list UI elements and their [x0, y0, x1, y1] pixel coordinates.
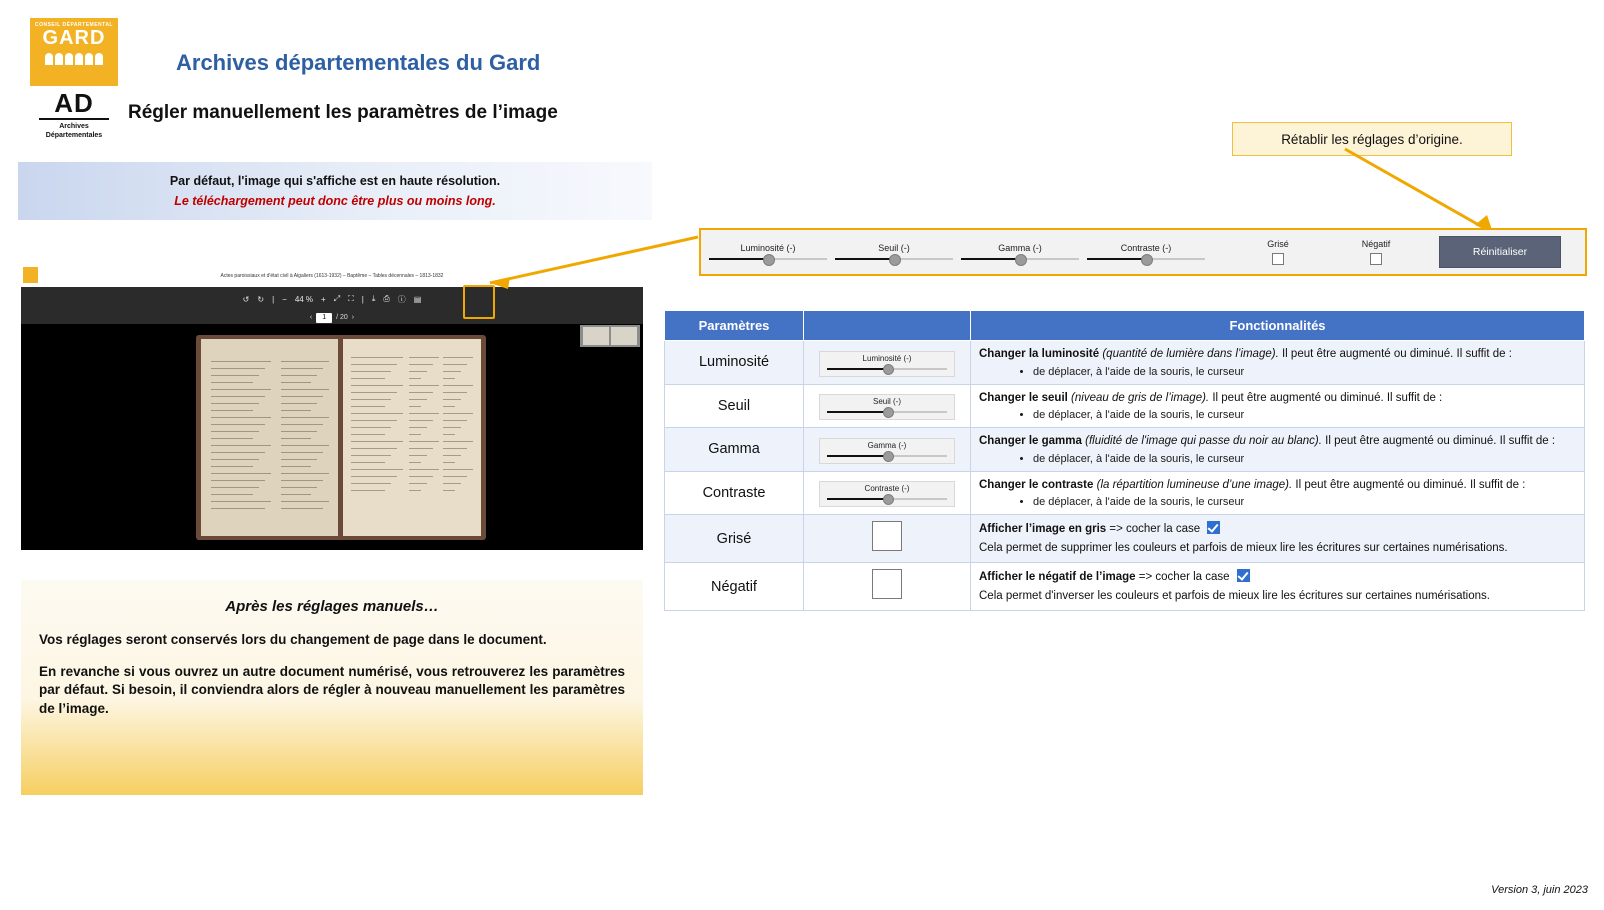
toolbar-divider-2: | — [361, 294, 364, 304]
mini-slider-rest — [887, 455, 947, 457]
mini-slider-seuil[interactable] — [819, 394, 955, 420]
slider-gamma-knob[interactable] — [1015, 254, 1027, 266]
checked-checkbox-icon — [1237, 569, 1250, 582]
logo — [30, 18, 118, 148]
handwriting-line — [443, 490, 455, 491]
checkbox-grise-group[interactable] — [1229, 239, 1327, 265]
row-param-label: Grisé — [665, 515, 804, 563]
row-desc-italic: (niveau de gris de l’image). — [1071, 391, 1210, 404]
slider-seuil-track[interactable] — [835, 256, 953, 262]
viewer-screenshot — [21, 265, 643, 550]
handwriting-line — [443, 406, 455, 407]
handwriting-line — [281, 424, 323, 425]
info-banner-line2: Le téléchargement peut donc être plus ou moins long. — [174, 194, 496, 208]
handwriting-line — [211, 480, 265, 481]
handwriting-line — [351, 448, 397, 449]
handwriting-line — [351, 392, 397, 393]
row-control-cell[interactable] — [804, 384, 971, 428]
viewer-pagebar[interactable] — [21, 311, 643, 324]
handwriting-line — [409, 441, 439, 442]
row-description-cell — [971, 384, 1585, 428]
handwriting-line — [409, 371, 427, 372]
info-icon[interactable]: ⓘ — [397, 294, 406, 304]
handwriting-line — [281, 361, 329, 362]
handwriting-line — [443, 427, 461, 428]
slider-filled — [835, 258, 894, 260]
handwriting-line — [409, 399, 427, 400]
mini-slider-track[interactable] — [827, 366, 947, 372]
handwriting-line — [443, 434, 455, 435]
handwriting-line — [281, 431, 317, 432]
handwriting-line — [281, 403, 317, 404]
handwriting-line — [351, 434, 385, 435]
row-param-label: Contraste — [665, 471, 804, 515]
zoom-in-icon[interactable]: + — [321, 294, 326, 304]
print-icon[interactable]: ⎙ — [383, 294, 390, 303]
mini-slider-label: Gamma (-) — [867, 440, 907, 450]
checkbox-negatif-label: Négatif — [1361, 239, 1391, 249]
handwriting-line — [409, 462, 421, 463]
handwriting-line — [281, 410, 311, 411]
mini-slider-label: Luminosité (-) — [862, 353, 912, 363]
handwriting-line — [351, 476, 397, 477]
row-desc-after-bold: => cocher la case — [1138, 571, 1230, 584]
handwriting-line — [351, 357, 403, 358]
mini-slider-filled — [827, 368, 887, 370]
row-param-label: Négatif — [665, 563, 804, 611]
logo-brand: GARD — [42, 27, 106, 49]
row-desc-italic: (fluidité de l'image qui passe du noir au blanc). — [1085, 435, 1322, 448]
slider-luminosite-track[interactable] — [709, 256, 827, 262]
row-desc-bullet: • de déplacer, à l'aide de la souris, le curseur — [1033, 409, 1576, 421]
mini-slider-filled — [827, 498, 887, 500]
document-image — [196, 335, 486, 540]
row-desc-bold: Afficher l’image en gris — [979, 523, 1107, 536]
handwriting-line — [211, 494, 253, 495]
fit-page-icon[interactable]: ⤢ — [333, 294, 341, 303]
handwriting-line — [443, 448, 467, 449]
table-row — [665, 471, 1585, 515]
slider-filled — [961, 258, 1020, 260]
slider-luminosite[interactable] — [709, 243, 827, 262]
handwriting-line — [351, 462, 385, 463]
viewer-logo-icon — [23, 267, 38, 283]
handwriting-line — [409, 490, 421, 491]
handwriting-line — [409, 364, 433, 365]
zoom-out-icon[interactable]: − — [282, 294, 287, 304]
row-param-label: Seuil — [665, 384, 804, 428]
handwriting-line — [409, 357, 439, 358]
logo-sub-line2: Départementales — [45, 132, 103, 139]
row-desc-bullet: • de déplacer, à l'aide de la souris, le curseur — [1033, 496, 1576, 508]
slider-filled — [709, 258, 768, 260]
handwriting-line — [409, 427, 427, 428]
download-icon[interactable]: ⤓ — [371, 294, 376, 303]
handwriting-line — [351, 364, 397, 365]
handwriting-line — [351, 490, 385, 491]
handwriting-line — [211, 473, 271, 474]
rotate-right-icon[interactable]: ↻ — [257, 294, 265, 304]
handwriting-line — [281, 389, 329, 390]
mini-slider-track[interactable] — [827, 496, 947, 502]
handwriting-line — [409, 476, 433, 477]
table-header-parametres: Paramètres — [665, 311, 804, 341]
handwriting-line — [443, 476, 467, 477]
handwriting-line — [281, 473, 329, 474]
mini-slider-luminosite[interactable] — [819, 351, 955, 377]
mini-slider-label: Seuil (-) — [872, 397, 901, 407]
image-settings-icon[interactable]: ▤ — [413, 294, 422, 304]
logo-divider — [39, 118, 109, 120]
row-desc-bold: Changer le seuil — [979, 391, 1068, 404]
handwriting-line — [443, 364, 467, 365]
handwriting-line — [211, 466, 253, 467]
checkbox-negatif[interactable] — [1370, 253, 1382, 265]
row-desc-rest: Il peut être augmenté ou diminué. Il suffit de : — [1295, 478, 1526, 491]
row-desc-bold: Changer le gamma — [979, 435, 1082, 448]
row-description-cell — [971, 563, 1585, 611]
handwriting-line — [443, 413, 473, 414]
logo-arches-icon — [45, 53, 103, 65]
checkbox-negatif-illustration[interactable] — [872, 569, 902, 599]
handwriting-line — [443, 441, 473, 442]
after-settings-title: Après les réglages manuels… — [225, 598, 439, 615]
handwriting-line — [443, 385, 473, 386]
row-desc-italic: (la répartition lumineuse d’une image). — [1096, 478, 1293, 491]
mini-slider-rest — [887, 411, 947, 413]
handwriting-line — [351, 406, 385, 407]
handwriting-line — [409, 455, 427, 456]
image-settings-panel[interactable] — [699, 228, 1587, 276]
page-input[interactable]: 1 — [316, 313, 332, 323]
slider-contraste-track[interactable] — [1087, 256, 1205, 262]
document-page-right — [343, 339, 481, 536]
logo-ad-block — [30, 86, 118, 140]
page-total-label: / 20 — [336, 314, 348, 321]
row-desc-italic: (quantité de lumière dans l’image). — [1102, 348, 1279, 360]
handwriting-line — [211, 487, 259, 488]
logo-initials: AD — [54, 88, 94, 118]
handwriting-line — [211, 438, 253, 439]
after-settings-paragraph-1: Vos réglages seront conservés lors du changement de page dans le document. — [39, 632, 547, 647]
row-control-cell[interactable] — [804, 428, 971, 472]
table-header-control — [804, 311, 971, 341]
slider-seuil-knob[interactable] — [889, 254, 901, 266]
row-description-cell — [971, 471, 1585, 515]
row-description-cell — [971, 515, 1585, 563]
handwriting-line — [409, 385, 439, 386]
table-row — [665, 384, 1585, 428]
toolbar-divider: | — [272, 294, 275, 304]
table-row — [665, 515, 1585, 563]
handwriting-line — [409, 469, 439, 470]
viewer-breadcrumb: Actes paroissiaux et d'état civil à Aigaliers (1613-1932) – Baptême – Tables décennales – 1813-1832 — [220, 273, 444, 279]
handwriting-line — [443, 399, 461, 400]
row-desc-bullet: • de déplacer, à l'aide de la souris, le curseur — [1033, 453, 1576, 465]
handwriting-line — [211, 459, 259, 460]
handwriting-line — [211, 417, 271, 418]
handwriting-line — [281, 459, 317, 460]
page-subtitle: Régler manuellement les paramètres de l’image — [128, 102, 558, 123]
handwriting-line — [281, 375, 317, 376]
fullscreen-icon[interactable]: ⛶ — [348, 294, 354, 303]
mini-slider-filled — [827, 411, 887, 413]
handwriting-line — [443, 378, 455, 379]
slider-luminosite-knob[interactable] — [763, 254, 775, 266]
slider-gamma-label: Gamma (-) — [998, 242, 1042, 253]
table-row — [665, 563, 1585, 611]
handwriting-line — [211, 389, 271, 390]
handwriting-line — [351, 371, 391, 372]
row-description-cell — [971, 341, 1585, 385]
handwriting-line — [281, 480, 323, 481]
table-header-fonctionnalites: Fonctionnalités — [971, 311, 1585, 341]
handwriting-line — [351, 399, 391, 400]
handwriting-line — [281, 494, 311, 495]
row-desc-bullet: • de déplacer, à l'aide de la souris, le curseur — [1033, 366, 1576, 378]
logo-badge — [30, 18, 118, 86]
handwriting-line — [443, 357, 473, 358]
slider-seuil-label: Seuil (-) — [878, 242, 910, 253]
row-description-cell — [971, 428, 1585, 472]
row-param-label: Gamma — [665, 428, 804, 472]
row-desc-bold: Changer la luminosité — [979, 348, 1100, 360]
handwriting-line — [211, 361, 271, 362]
checkbox-grise-illustration[interactable] — [872, 521, 902, 551]
slider-gamma-track[interactable] — [961, 256, 1079, 262]
rotate-left-icon[interactable]: ↺ — [242, 294, 250, 304]
after-settings-paragraph-2: En revanche si vous ouvrez un autre document numérisé, vous retrouverez les paramètres par défaut. Si besoin, il conviendra alors de régler à nouveau manuellement les paramètres de l’image. — [39, 664, 625, 716]
mini-slider-knob[interactable] — [883, 407, 894, 418]
checkbox-grise-label: Grisé — [1267, 239, 1289, 249]
handwriting-line — [211, 382, 253, 383]
handwriting-line — [281, 508, 323, 509]
handwriting-line — [409, 434, 421, 435]
handwriting-line — [351, 455, 391, 456]
mini-slider-knob[interactable] — [883, 451, 894, 462]
handwriting-line — [281, 487, 317, 488]
checked-checkbox-icon — [1207, 521, 1220, 534]
handwriting-line — [351, 420, 397, 421]
mini-slider-rest — [887, 368, 947, 370]
mini-slider-filled — [827, 455, 887, 457]
slider-gamma[interactable] — [961, 243, 1079, 262]
handwriting-line — [409, 406, 421, 407]
mini-slider-knob[interactable] — [883, 494, 894, 505]
handwriting-line — [443, 420, 467, 421]
handwriting-line — [409, 413, 439, 414]
mini-slider-contraste[interactable] — [819, 481, 955, 507]
document-page-left — [201, 339, 338, 536]
row-desc-bold: Changer le contraste — [979, 478, 1094, 491]
handwriting-line — [281, 368, 323, 369]
row-desc-bold: Afficher le négatif de l’image — [979, 571, 1136, 584]
slider-contraste-knob[interactable] — [1141, 254, 1153, 266]
row-control-cell[interactable] — [804, 563, 971, 611]
thumbnail-page-right — [611, 327, 637, 345]
row-param-label: Luminosité — [665, 341, 804, 385]
logo-sub-line1: Archives — [59, 123, 89, 130]
handwriting-line — [351, 469, 403, 470]
row-desc-rest: Il peut être augmenté ou diminué. Il suffit de : — [1325, 435, 1556, 448]
handwriting-line — [211, 508, 265, 509]
handwriting-line — [281, 417, 329, 418]
checkbox-negatif-group[interactable] — [1327, 239, 1425, 265]
handwriting-line — [443, 392, 467, 393]
handwriting-line — [443, 371, 461, 372]
slider-luminosite-label: Luminosité (-) — [740, 242, 796, 253]
prev-page-icon[interactable]: ‹ — [309, 314, 313, 321]
handwriting-line — [281, 396, 323, 397]
thumbnail-page-left — [583, 327, 609, 345]
slider-contraste[interactable] — [1087, 243, 1205, 262]
row-desc-note: Cela permet d'inverser les couleurs et parfois de mieux lire les écritures sur certaines numérisations. — [979, 589, 1490, 602]
handwriting-line — [211, 368, 265, 369]
mini-slider-rest — [887, 498, 947, 500]
handwriting-line — [409, 420, 433, 421]
handwriting-line — [351, 413, 403, 414]
mini-slider-track[interactable] — [827, 453, 947, 459]
handwriting-line — [351, 441, 403, 442]
handwriting-line — [211, 375, 259, 376]
thumbnail-preview[interactable] — [580, 325, 640, 347]
row-control-cell[interactable] — [804, 515, 971, 563]
handwriting-line — [211, 396, 265, 397]
table-row — [665, 428, 1585, 472]
checkbox-grise[interactable] — [1272, 253, 1284, 265]
row-desc-rest: Il peut être augmenté ou diminué. Il suffit de : — [1212, 391, 1443, 404]
handwriting-line — [443, 462, 455, 463]
handwriting-line — [443, 455, 461, 456]
handwriting-line — [211, 410, 253, 411]
row-control-cell[interactable] — [804, 341, 971, 385]
handwriting-line — [211, 403, 259, 404]
version-label: Version 3, juin 2023 — [1491, 884, 1588, 896]
handwriting-line — [443, 469, 473, 470]
slider-contraste-label: Contraste (-) — [1120, 242, 1172, 253]
handwriting-line — [281, 501, 329, 502]
handwriting-line — [409, 378, 421, 379]
row-desc-rest: Il peut être augmenté ou diminué. Il suffit de : — [1281, 348, 1512, 360]
handwriting-line — [281, 466, 311, 467]
row-control-cell[interactable] — [804, 471, 971, 515]
info-banner-line1: Par défaut, l'image qui s'affiche est en haute résolution. — [169, 174, 501, 188]
handwriting-line — [351, 385, 403, 386]
handwriting-line — [211, 501, 271, 502]
parameters-table — [664, 310, 1585, 611]
callout-reset: Rétablir les réglages d’origine. — [1232, 122, 1512, 156]
next-page-icon[interactable]: › — [351, 314, 355, 321]
slider-rest — [894, 258, 953, 260]
reset-button[interactable]: Réinitialiser — [1439, 236, 1561, 268]
handwriting-line — [409, 483, 427, 484]
handwriting-line — [211, 452, 265, 453]
row-desc-after-bold: => cocher la case — [1109, 523, 1201, 536]
handwriting-line — [281, 452, 323, 453]
handwriting-line — [211, 445, 271, 446]
handwriting-line — [211, 424, 265, 425]
arrow-to-toolbar-panel — [470, 225, 700, 295]
row-desc-note: Cela permet de supprimer les couleurs et parfois de mieux lire les écritures sur certaines numérisations. — [979, 541, 1508, 554]
handwriting-line — [409, 392, 433, 393]
slider-rest — [1146, 258, 1205, 260]
page-title: Archives départementales du Gard — [176, 50, 541, 75]
after-settings-box — [21, 580, 643, 795]
slider-rest — [1020, 258, 1079, 260]
zoom-level-label: 44 % — [294, 294, 314, 304]
mini-slider-label: Contraste (-) — [864, 484, 910, 494]
slider-filled — [1087, 258, 1146, 260]
handwriting-line — [281, 382, 311, 383]
slider-rest — [768, 258, 827, 260]
info-banner — [18, 162, 652, 220]
table-header-row — [665, 311, 1585, 341]
logo-council-text: CONSEIL DÉPARTEMENTAL — [34, 22, 113, 28]
mini-slider-gamma[interactable] — [819, 438, 955, 464]
mini-slider-knob[interactable] — [883, 364, 894, 375]
table-row — [665, 341, 1585, 385]
handwriting-line — [281, 445, 329, 446]
mini-slider-track[interactable] — [827, 409, 947, 415]
slider-seuil[interactable] — [835, 243, 953, 262]
handwriting-line — [211, 431, 259, 432]
handwriting-line — [351, 483, 391, 484]
handwriting-line — [443, 483, 461, 484]
handwriting-line — [351, 427, 391, 428]
handwriting-line — [351, 378, 385, 379]
handwriting-line — [409, 448, 433, 449]
handwriting-line — [281, 438, 311, 439]
